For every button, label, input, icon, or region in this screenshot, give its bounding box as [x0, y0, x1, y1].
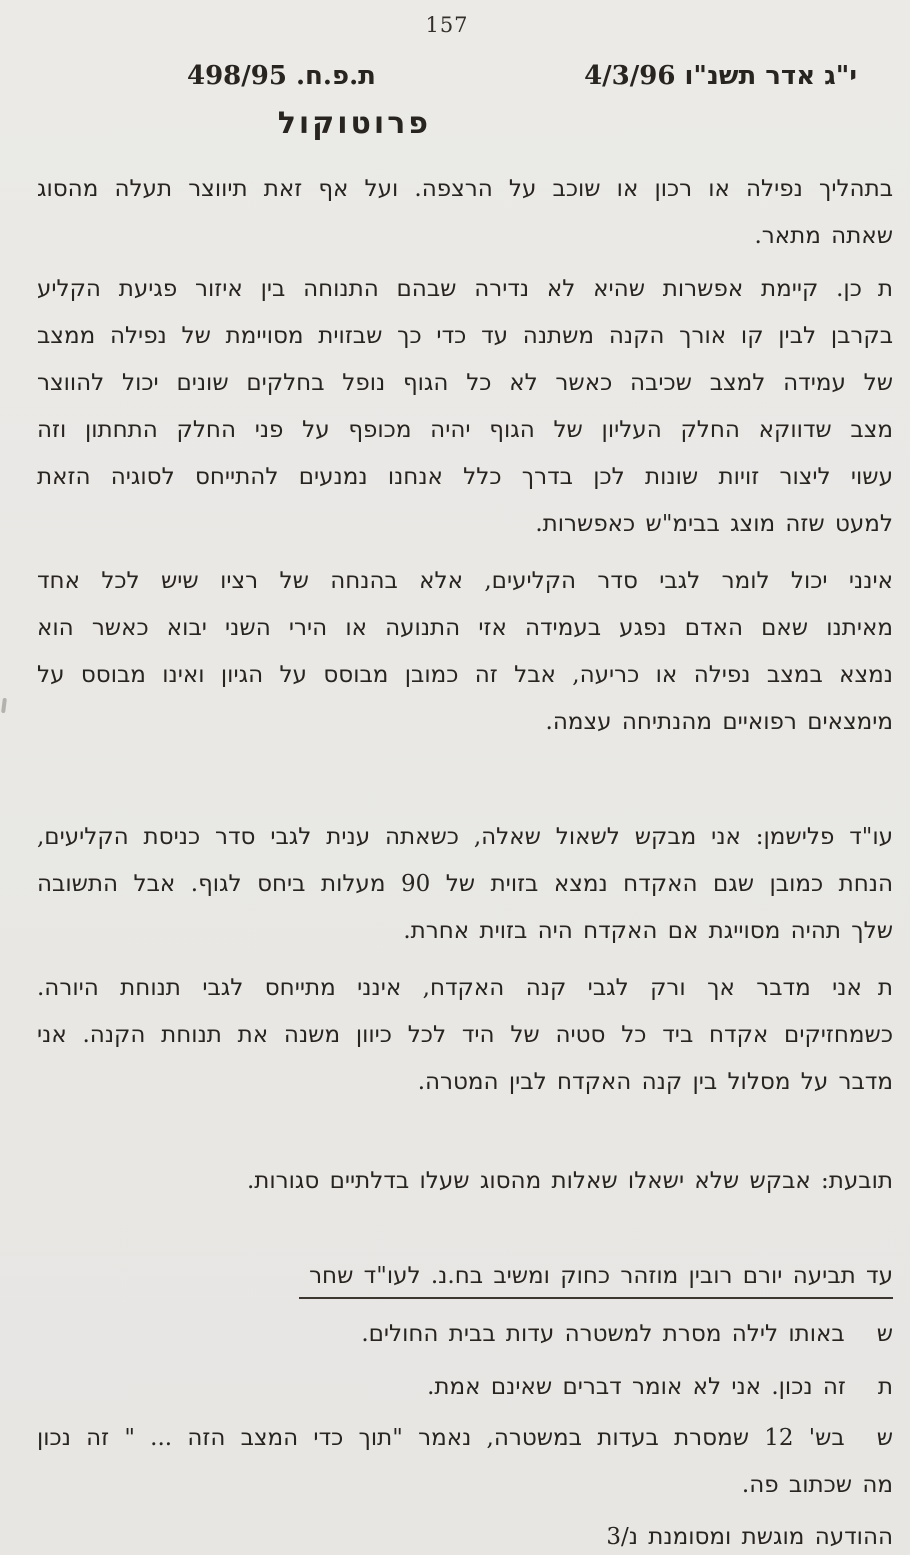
testimony-line: אני מדבר אך ורק לגבי קנה האקדח, אינני מתייחס לגבי תנוחת היורה. [37, 975, 862, 1001]
testimony-line: שאתה מתאר. [754, 223, 893, 249]
testimony-line: הנחת כמובן שגם האקדח נמצא בזוית של 90 מעלות ביחס לגוף. אבל התשובה [37, 871, 893, 897]
answer-paragraph [37, 965, 893, 1106]
testimony-line: עו"ד פלישמן: אני מבקש לשאול שאלה, כשאתה ענית לגבי סדר כניסת הקליעים, [37, 824, 893, 850]
testimony-line: מדבר על מסלול בין קנה האקדח לבין המטרה. [417, 1069, 893, 1095]
testimony-line: נמצא במצב נפילה או כריעה, אבל זה כמובן מבוסס על הגיון ואינו מבוסס על [37, 662, 893, 688]
testimony-line: בש' 12 שמסרת בעדות במשטרה, נאמר "תוך כדי המצב הזה ... " זה נכון [37, 1425, 845, 1451]
testimony-line: שלך תהיה מסוייגת אם האקדח היה בזוית אחרת. [403, 918, 893, 944]
witness-sworn-heading: עד תביעה יורם רובין מוזהר כחוק ומשיב בח.נ. לעו"ד שחר [299, 1259, 893, 1299]
page-number: 157 [425, 13, 469, 37]
answer-paragraph [37, 266, 893, 548]
witness-heading-row [37, 1259, 893, 1305]
testimony-line: מאיתנו שאם האדם נפגע בעמידה אזי התנועה או הירי השני יבוא כאשר הוא [37, 615, 893, 641]
paragraph-continuation [37, 166, 893, 260]
testimony-line: אינני יכול לומר לגבי סדר הקליעים, אלא בהנחה של רציו שיש לכל אחד [37, 568, 893, 594]
exhibit-note: ההודעה מוגשת ומסומנת נ/3 [606, 1524, 893, 1550]
testimony-line: של עמידה למצב שכיבה כאשר לא כל הגוף נופל בחלקים שונים יכול להווצר [37, 370, 893, 396]
document-title: פרוטוקול [277, 106, 431, 141]
answer-marker: ת [877, 975, 893, 1001]
page-number-row [37, 10, 893, 40]
question-marker: ש [876, 1425, 893, 1451]
document-header [37, 58, 893, 94]
testimony-line: בקרבן לבין קו אורך הקנה משתנה עד כדי כך שבזוית מסויימת של נפילה ממצב [37, 323, 893, 349]
testimony-line: למעט שזה מוצג בבימ"ש כאפשרות. [535, 511, 893, 537]
case-number: ת.פ.ח. 498/95 [187, 61, 376, 91]
hearing-date: י"ג אדר תשנ"ו 4/3/96 [584, 61, 857, 91]
testimony-line: עשוי ליצור זויות שונות לכן בדרך כלל אנחנו נמנעים להתייחס לסוגיה הזאת [37, 464, 893, 490]
testimony-line: כשמחזיקים אקדח ביד כל סטיה של היד לכל כיוון משנה את תנוחת הקנה. אני [37, 1022, 893, 1048]
testimony-line: זה נכון. אני לא אומר דברים שאינם אמת. [427, 1374, 846, 1400]
testimony-line: מימצאים רפואיים מהנתיחה עצמה. [545, 709, 893, 735]
testimony-line: בתהליך נפילה או רכון או שוכב על הרצפה. ועל אף זאת תיווצר תעלה מהסוג [37, 176, 893, 202]
stray-ink-mark [1, 698, 7, 713]
testimony-line: מה שכתוב פה. [741, 1472, 893, 1498]
answer-marker: ת [877, 276, 893, 302]
prosecutor-statement: תובעת: אבקש שלא ישאלו שאלות מהסוג שעלו בדלתיים סגורות. [246, 1168, 893, 1194]
answer-marker: ת [877, 1374, 893, 1400]
testimony-line: כן. קיימת אפשרות שהיא לא נדירה שבהם התנוחה בין איזור פגיעת הקליע [37, 276, 862, 302]
testimony-line: מצב שדווקא החלק העליון של הגוף יהיה מכופף על פני החלק התחתון וזה [37, 417, 893, 443]
title-row [37, 104, 893, 144]
attorney-statement [37, 814, 893, 955]
testimony-line: באותו לילה מסרת למשטרה עדות בבית החולים. [361, 1321, 845, 1347]
answer-paragraph [37, 558, 893, 746]
question-marker: ש [876, 1321, 893, 1347]
